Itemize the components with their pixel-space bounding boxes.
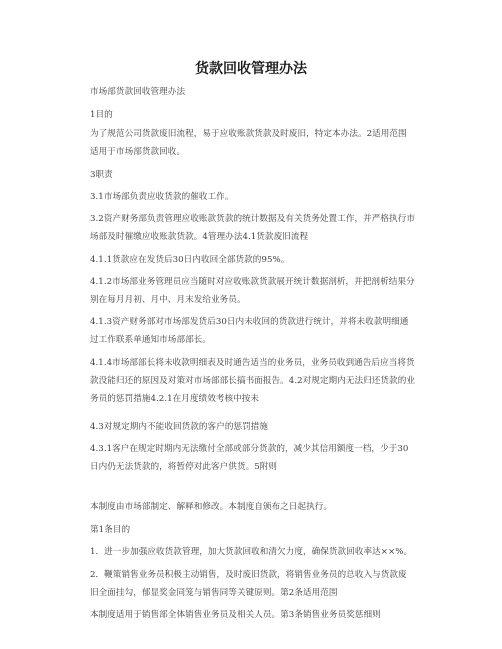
paragraph-scope: 本制度适用于销售部全体销售业务员及相关人员。第3条销售业务员奖惩细则 [90,610,381,620]
paragraph-appendix: 本制度由市场部制定、解释和修改。本制度自颁布之日起执行。 [90,502,333,512]
paragraph-section-1: 1目的 [90,110,113,120]
paragraph-4-3: 4.3对规定期内不能收回货款的客户的惩罚措施 [90,422,269,432]
paragraph-subtitle: 市场部货款回收管理办法 [90,87,186,97]
paragraph-4-1-2: 4.1.2市场部业务管理员应当随时对应收账款货款展开统计数据剖析，并把剖析结果分别在每月月初、月中、月末发给业务员。 [90,277,415,305]
paragraph-3-2: 3.2资产财务部负责管理应收账款货款的统计数据及有关货务处置工作，并严格执行市场部及时催缴应收账款货款。4管理办法4.1货款废旧流程 [90,214,415,242]
paragraph-item-1: 1．进一步加强应收货款管理，加大货款回收和清欠力度，确保货款回收率达××%。 [90,547,413,557]
paragraph-section-3: 3职责 [90,170,113,180]
paragraph-4-1-3: 4.1.3资产财务部对市场部发货后30日内未收回的货款进行统计，并将未收款明细通过工作联系单通知市场部部长。 [90,317,409,345]
paragraph-item-2: 2．鞭策销售业务员积极主动销售，及时废旧货款，将销售业务员的总收入与货款废旧全面挂勾，郁显奖金同笼与销售同等关键原则。第2条适用范围 [90,570,407,598]
paragraph-4-3-1: 4.3.1客户在规定时期内无法缴付全部或部分货款的，减少其信用额度一档，少于30日内仍无法货款的，将暂停对此客户供货。5附则 [90,444,409,472]
paragraph-4-1-1: 4.1.1货款应在发货后30日内收回全部货款的95%。 [90,255,290,265]
document-title: 货款回收管理办法 [195,61,307,77]
paragraph-purpose: 为了规范公司货款废旧流程，易于应收账款货款及时废旧，特定本办法。2适用范围适用于市场部货款回收。 [90,129,407,157]
paragraph-3-1: 3.1市场部负责应收货款的催收工作。 [90,192,234,202]
paragraph-4-1-4: 4.1.4市场部部长将未收款明细表及时通告适当的业务员，业务员收到通告后应当将货款没能归还的原因及对策对市场部部长搞书面报告。4.2对规定期内无法归还货款的业务员的惩罚措施4.2.1在月度绩效考核中按未 [90,358,415,404]
paragraph-article-1: 第1条目的 [90,525,131,535]
